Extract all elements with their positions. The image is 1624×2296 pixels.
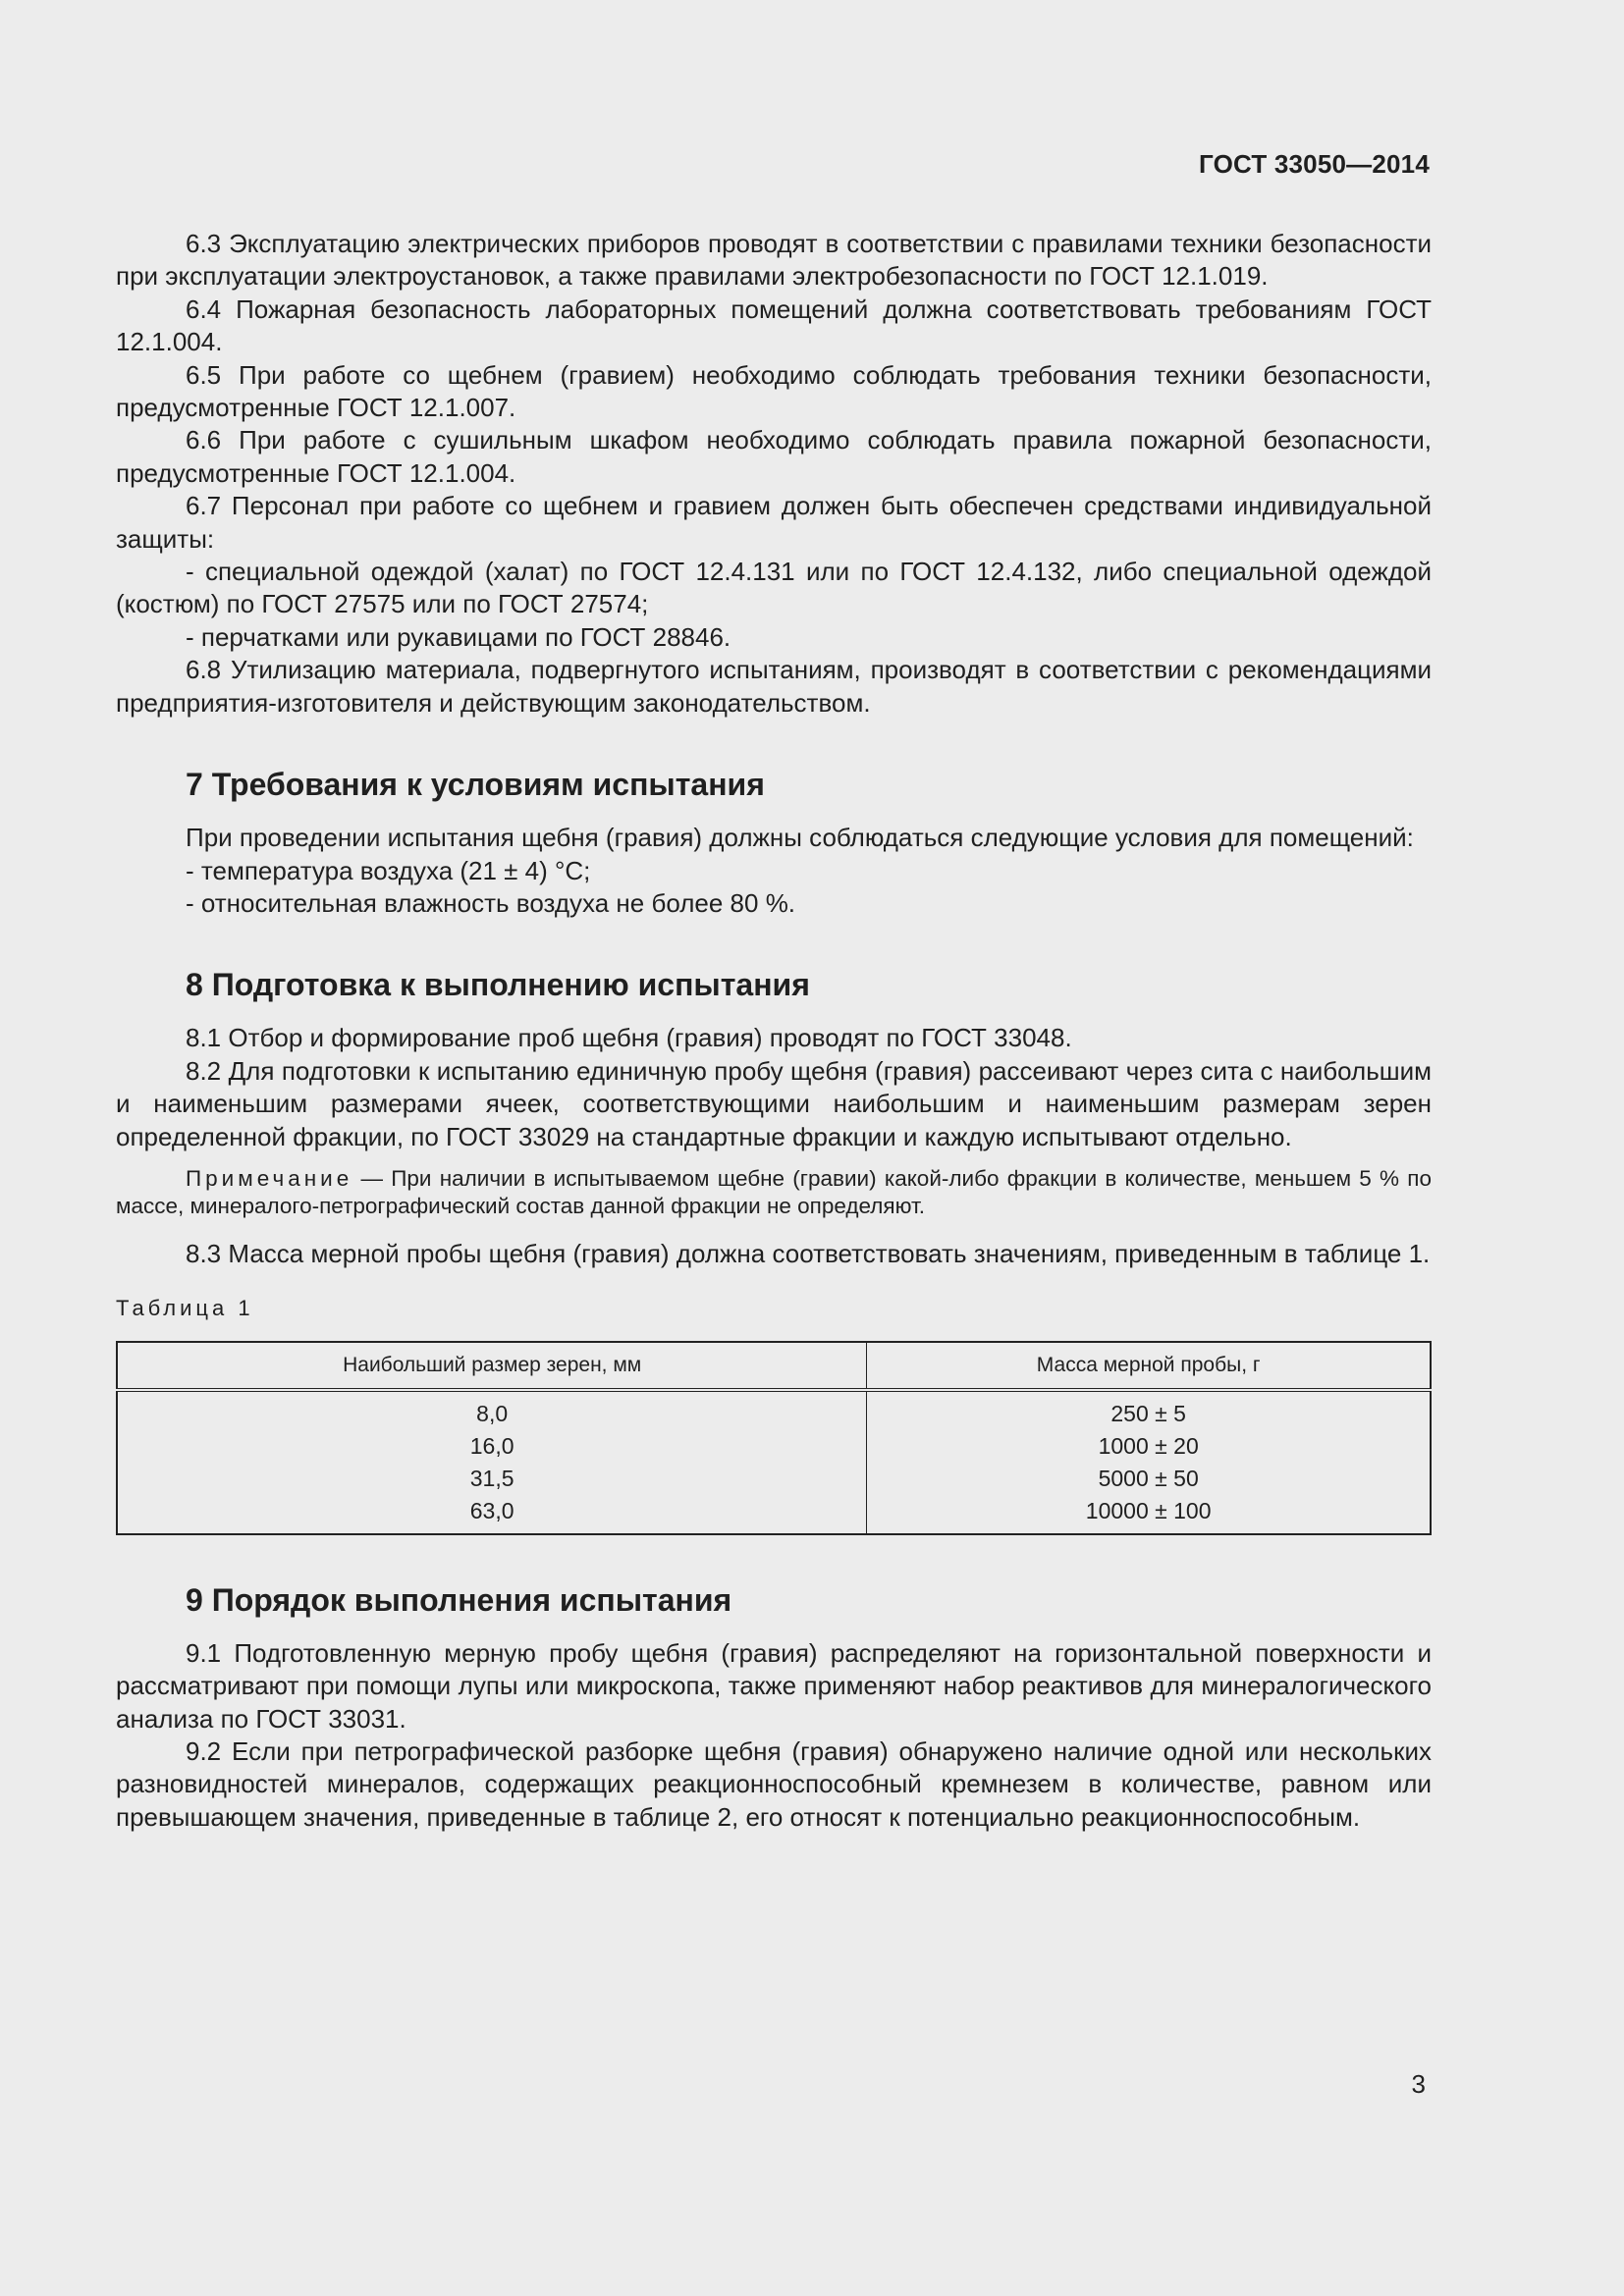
page-number: 3	[1411, 2069, 1426, 2099]
section-9-heading: 9 Порядок выполнения испытания	[186, 1581, 732, 1618]
cell-sample-mass: 1000 ± 20	[867, 1430, 1431, 1463]
table-header-row	[117, 1342, 1431, 1390]
table-1-caption: Таблица 1	[116, 1296, 254, 1321]
paragraph-6-5: 6.5 При работе со щебнем (гравием) необходимо соблюдать требования техники безопасности, предусмотренные ГОСТ 12.1.007.	[116, 359, 1432, 423]
section-8-heading: 8 Подготовка к выполнению испытания	[186, 967, 810, 1003]
cell-grain-size: 63,0	[469, 1497, 514, 1523]
cell-sample-mass: 5000 ± 50	[867, 1463, 1431, 1495]
table-row	[117, 1495, 1431, 1534]
paragraph-9-1: 9.1 Подготовленную мерную пробу щебня (гравия) распределяют на горизонтальной поверхности и рассматривают при помощи лупы или микроскопа, также применяют набор реактивов для минералогического анализа по ГОСТ 33031.	[116, 1637, 1432, 1734]
cell-grain-size: 8,0	[476, 1400, 509, 1426]
condition-temperature: - температура воздуха (21 ± 4) °С;	[186, 855, 591, 885]
note-text: — При наличии в испытываемом щебне (гравии) какой-либо фракции в количестве, меньшем 5 % по массе, минералого-петрографический состав данной фракции не определяют.	[116, 1165, 1432, 1218]
list-item-clothing: - специальной одеждой (халат) по ГОСТ 12.4.131 или по ГОСТ 12.4.132, либо специальной одеждой (костюм) по ГОСТ 27575 или по ГОСТ 27574;	[116, 557, 1432, 619]
paragraph-8-1: 8.1 Отбор и формирование проб щебня (гравия) проводят по ГОСТ 33048.	[186, 1023, 1072, 1053]
note-label: Примечание	[186, 1165, 353, 1191]
paragraph-6-4: 6.4 Пожарная безопасность лабораторных помещений должна соответствовать требованиям ГОСТ 12.1.004.	[116, 294, 1432, 357]
note-8-2	[116, 1165, 1432, 1220]
column-header-sample-mass: Масса мерной пробы, г	[867, 1342, 1431, 1390]
table-row	[117, 1430, 1431, 1463]
cell-sample-mass: 10000 ± 100	[867, 1495, 1431, 1534]
section-7-heading: 7 Требования к условиям испытания	[186, 767, 765, 803]
section-7-intro: При проведении испытания щебня (гравия) должны соблюдаться следующие условия для помещений:	[186, 823, 1414, 853]
paragraph-6-6: 6.6 При работе с сушильным шкафом необходимо соблюдать правила пожарной безопасности, предусмотренные ГОСТ 12.1.004.	[116, 425, 1432, 488]
section-6-list	[116, 228, 1432, 720]
list-item-gloves: - перчатками или рукавицами по ГОСТ 28846.	[186, 621, 731, 652]
table-row	[117, 1390, 1431, 1430]
paragraph-6-8: 6.8 Утилизацию материала, подвергнутого испытаниям, производят в соответствии с рекомендациями предприятия-изготовителя и действующим законодательством.	[116, 655, 1432, 718]
paragraph-9-2: 9.2 Если при петрографической разборке щебня (гравия) обнаружено наличие одной или нескольких разновидностей минералов, содержащих реакционноспособный кремнезем в количестве, равном или превышающем значения, приведенные в таблице 2, его относят к потенциально реакционноспособным.	[116, 1735, 1432, 1832]
cell-grain-size: 16,0	[469, 1432, 514, 1459]
table-row	[117, 1463, 1431, 1495]
condition-humidity: - относительная влажность воздуха не более 80 %.	[186, 887, 796, 918]
paragraph-6-3: 6.3 Эксплуатацию электрических приборов проводят в соответствии с правилами техники безопасности при эксплуатации электроустановок, а также правилами электробезопасности по ГОСТ 12.1.019.	[116, 229, 1432, 292]
column-header-grain-size: Наибольший размер зерен, мм	[117, 1342, 867, 1390]
paragraph-8-2: 8.2 Для подготовки к испытанию единичную пробу щебня (гравия) рассеивают через сита с наибольшим и наименьшим размерами ячеек, соответствующими наибольшим и наименьшим размерам зерен определенной фракции, по ГОСТ 33029 на стандартные фракции и каждую испытывают отдельно.	[116, 1055, 1432, 1151]
document-header-id: ГОСТ 33050—2014	[1199, 149, 1430, 179]
cell-sample-mass: 250 ± 5	[867, 1390, 1431, 1430]
table-1	[116, 1341, 1432, 1535]
cell-grain-size: 31,5	[469, 1465, 514, 1491]
paragraph-6-7: 6.7 Персонал при работе со щебнем и гравием должен быть обеспечен средствами индивидуальной защиты:	[116, 491, 1432, 554]
page-content	[116, 228, 1432, 1834]
paragraph-8-3: 8.3 Масса мерной пробы щебня (гравия) должна соответствовать значениям, приведенным в таблице 1.	[186, 1238, 1431, 1268]
